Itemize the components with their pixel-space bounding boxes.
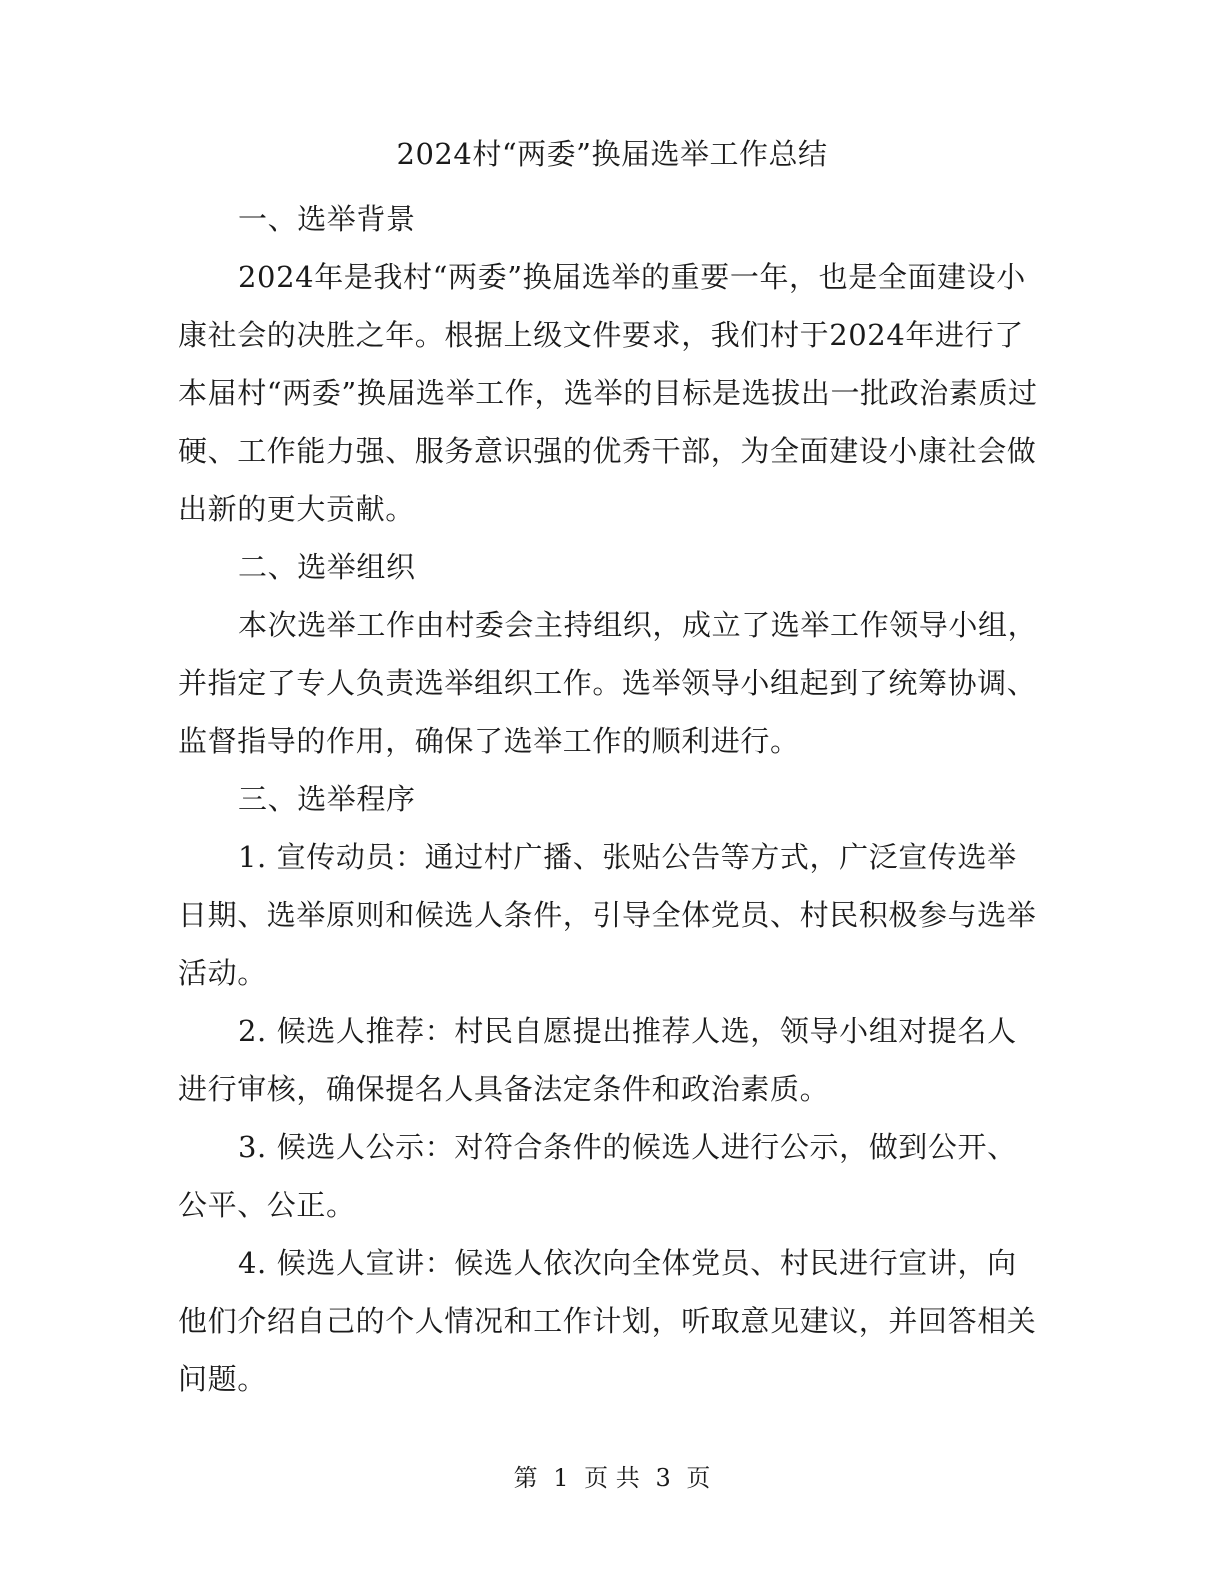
page-label-suffix: 页: [686, 1464, 711, 1492]
page-label-prefix: 第: [513, 1464, 538, 1492]
procedure-item-4: 4. 候选人宣讲：候选人依次向全体党员、村民进行宣讲，向他们介绍自己的个人情况和工作计划，听取意见建议，并回答相关问题。: [178, 1246, 1037, 1396]
procedure-item-2: 2. 候选人推荐：村民自愿提出推荐人选，领导小组对提名人进行审核，确保提名人具备法定条件和政治素质。: [178, 1014, 1017, 1106]
current-page-number: 1: [553, 1464, 569, 1492]
section-heading-background: 一、选举背景: [238, 202, 416, 236]
document-body: [178, 190, 1038, 1408]
page-footer: [0, 1460, 1224, 1496]
paragraph-background: 2024年是我村“两委”换届选举的重要一年，也是全面建设小康社会的决胜之年。根据上级文件要求，我们村于2024年进行了本届村“两委”换届选举工作，选举的目标是选拔出一批政治素质过硬、工作能力强、服务意识强的优秀干部，为全面建设小康社会做出新的更大贡献。: [178, 260, 1038, 526]
total-page-count: 3: [655, 1464, 671, 1492]
document-title: 2024村“两委”换届选举工作总结: [396, 137, 828, 171]
paragraph-organization: 本次选举工作由村委会主持组织，成立了选举工作领导小组，并指定了专人负责选举组织工作。选举领导小组起到了统筹协调、监督指导的作用，确保了选举工作的顺利进行。: [178, 608, 1038, 758]
procedure-item-3: 3. 候选人公示：对符合条件的候选人进行公示，做到公开、公平、公正。: [178, 1130, 1017, 1222]
procedure-item-1: 1. 宣传动员：通过村广播、张贴公告等方式，广泛宣传选举日期、选举原则和候选人条件，引导全体党员、村民积极参与选举活动。: [178, 840, 1037, 990]
section-heading-organization: 二、选举组织: [238, 550, 416, 584]
section-heading-procedure: 三、选举程序: [238, 782, 416, 816]
page-label-mid: 页 共: [584, 1464, 640, 1492]
